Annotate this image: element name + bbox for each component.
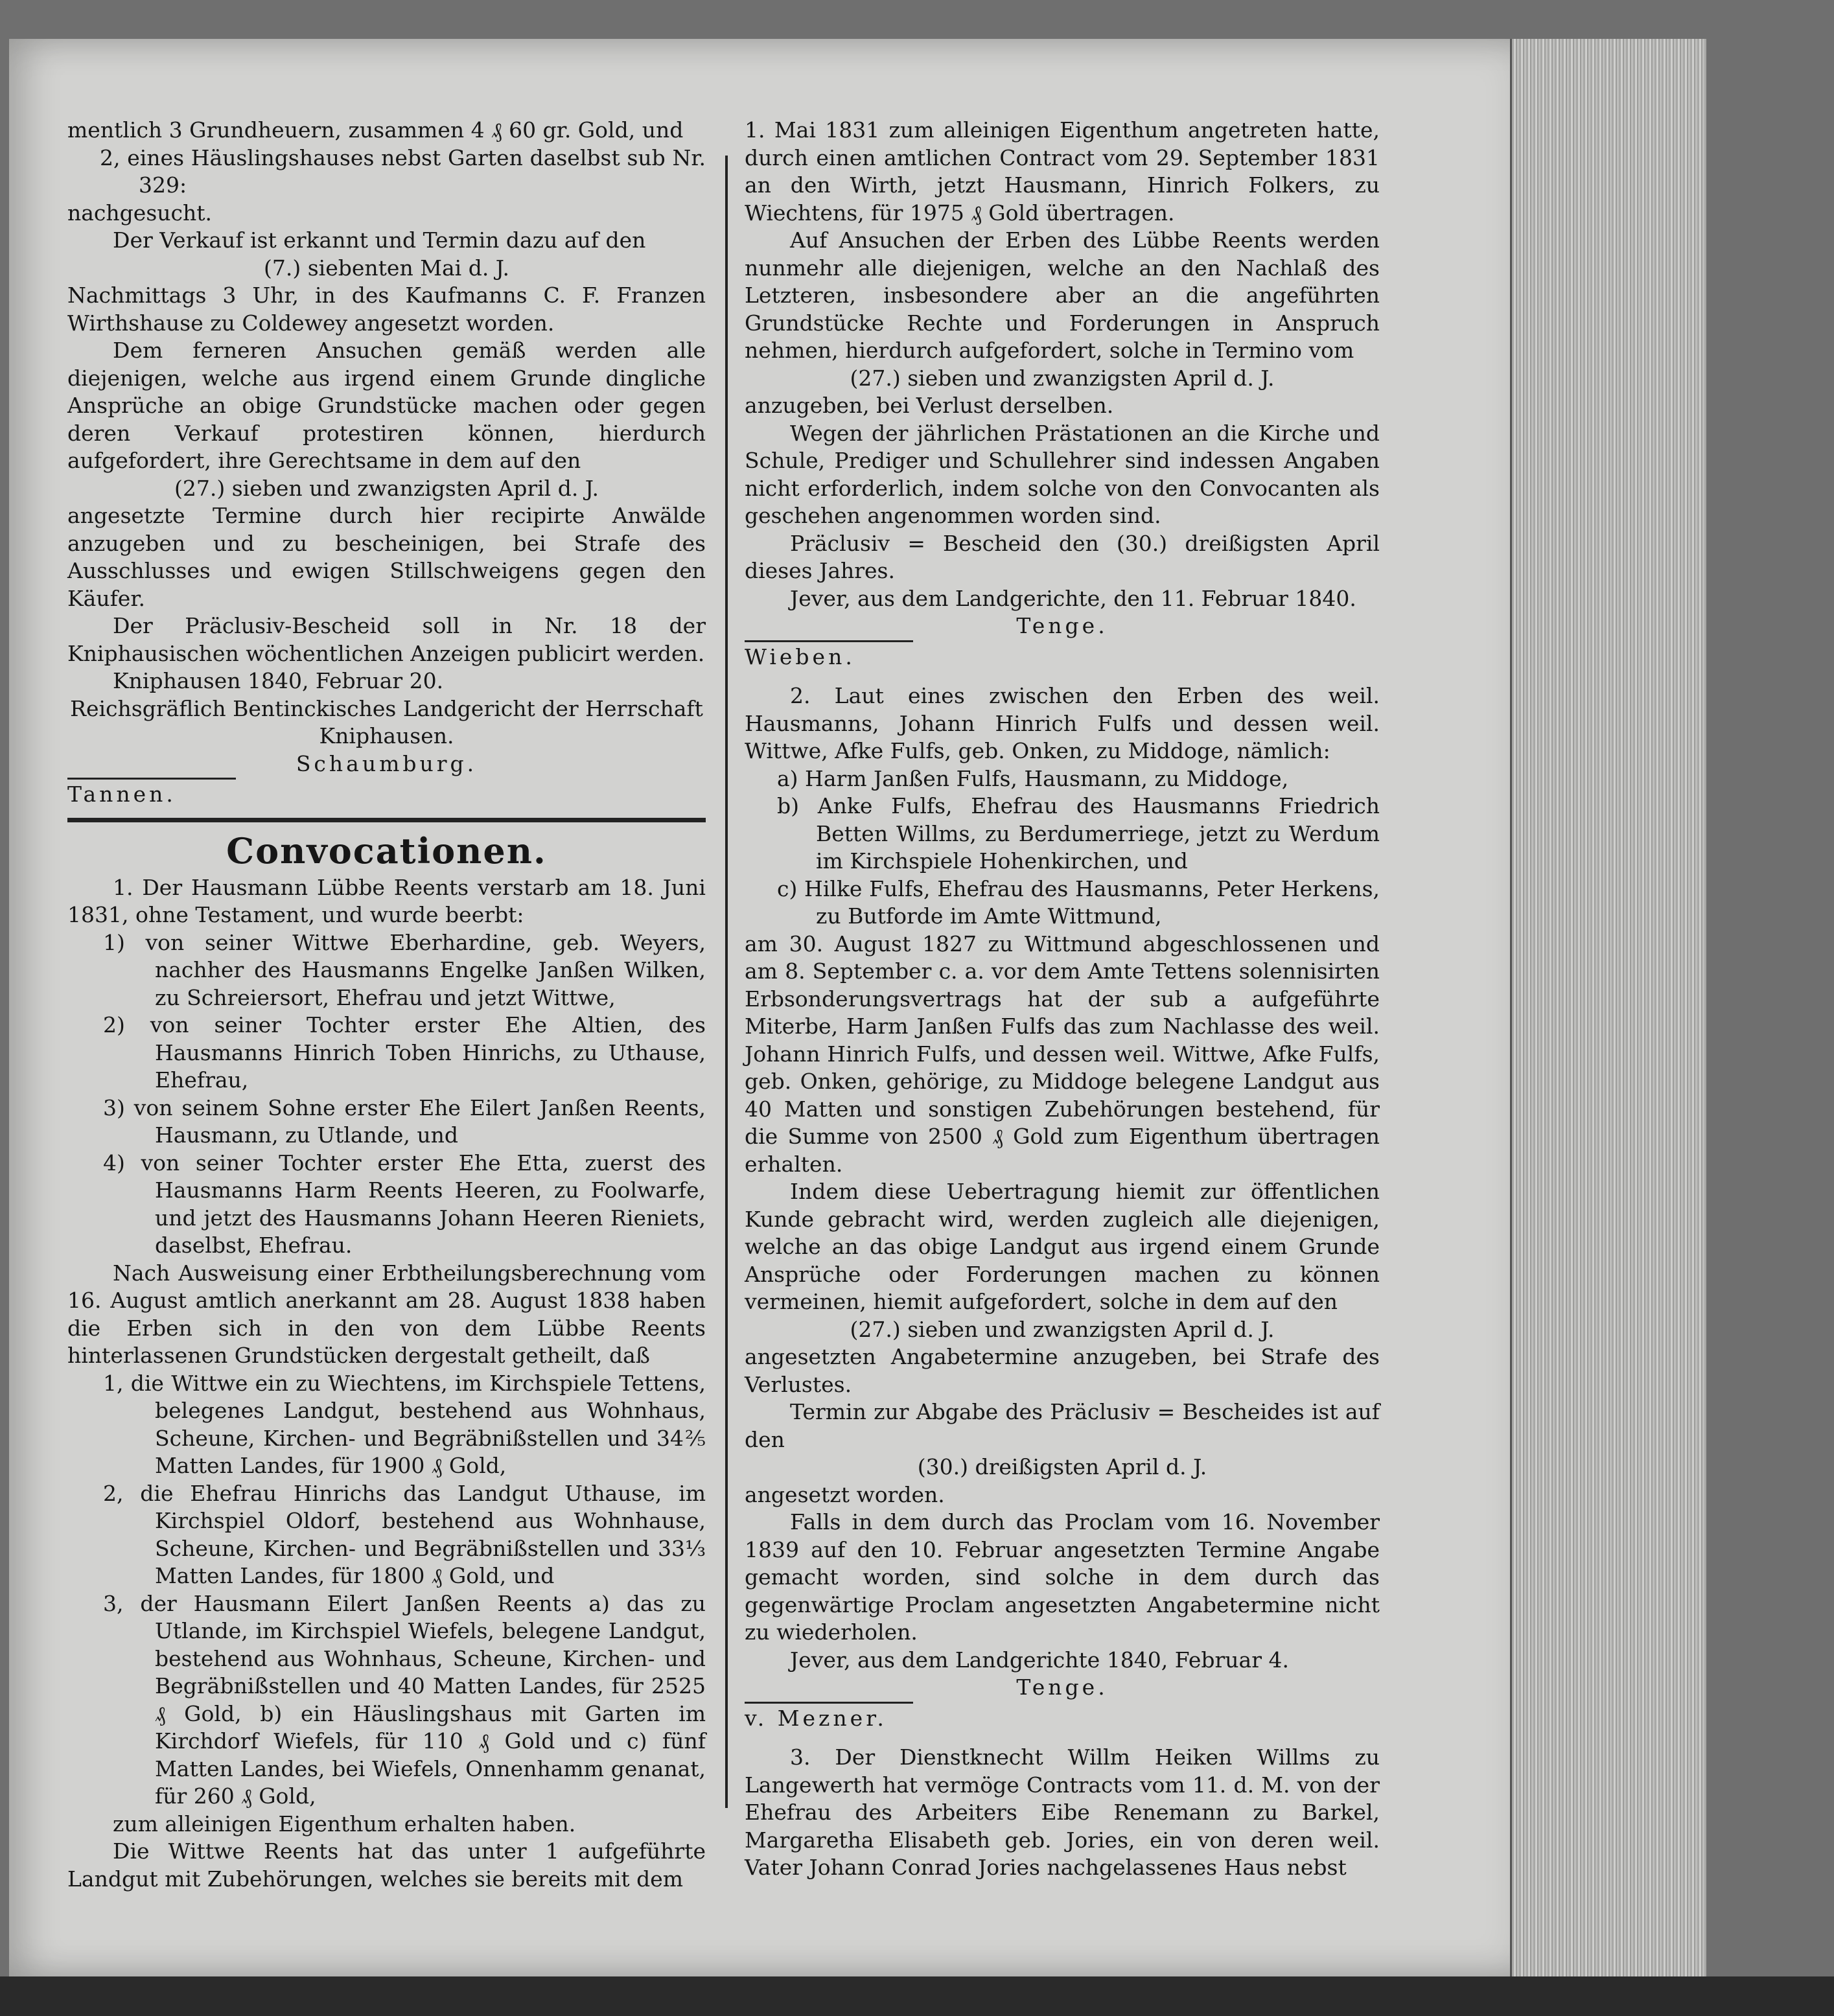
spacer xyxy=(745,1732,1380,1744)
list-item: a) Harm Janßen Fulfs, Hausmann, zu Middoge, xyxy=(777,765,1289,791)
paragraph: nachgesucht. xyxy=(67,200,212,226)
list-item: 3, der Hausmann Eilert Janßen Reents a) das zu Utlande, im Kirchspiel Wiefels, belegene Landgut, bestehend aus Wohnhaus, Scheune, Kirchen- und Begräbnißstellen und 40 Matten Landes, für 2525 ₰ Gold, b) ein Häuslingshaus mit Garten im Kirchdorf Wiefels, für 110 ₰ Gold und c) fünf Matten Landes, bei Wiefels, Onnenhamm genanat, für 260 ₰ Gold, xyxy=(103,1590,706,1809)
paragraph: Nachmittags 3 Uhr, in des Kaufmanns C. F. Franzen Wirthshause zu Coldewey angesetzt worden. xyxy=(67,283,706,336)
place-date: Jever, aus dem Landgerichte, den 11. Februar 1840. xyxy=(790,585,1356,611)
list-item: b) Anke Fulfs, Ehefrau des Hausmanns Friedrich Betten Willms, zu Berdumerriege, jetzt zu Werdum im Kirchspiele Hohenkirchen, und xyxy=(777,793,1380,874)
paragraph: mentlich 3 Grundheuern, zusammen 4 ₰ 60 gr. Gold, und xyxy=(67,117,684,143)
paragraph: Die Wittwe Reents hat das unter 1 aufgeführte Landgut mit Zubehörungen, welches sie bereits mit dem xyxy=(67,1838,706,1892)
signature: v. Mezner. xyxy=(745,1702,913,1733)
paragraph: am 30. August 1827 zu Wittmund abgeschlossenen und am 8. September c. a. vor dem Amte Tettens solennisirten Erbsonderungsvertrags hat der sub a aufgeführte Miterbe, Harm Janßen Fulfs das zum Nachlasse des weil. Johann Hinrich Fulfs, und dessen weil. Wittwe, Afke Fulfs, geb. Onken, gehörige, zu Middoge belegene Landgut aus 40 Matten und sonstigen Zubehörungen bestehend, für die Summe von 2500 ₰ Gold zum Eigenthum übertragen erhalten. xyxy=(745,931,1380,1177)
list-item: 1, die Wittwe ein zu Wiechtens, im Kirchspiele Tettens, belegenes Landgut, bestehend aus Wohnhaus, Scheune, Kirchen- und Begräbnißstellen und 34⅖ Matten Landes, für 1900 ₰ Gold, xyxy=(103,1370,706,1478)
paragraph: zum alleinigen Eigenthum erhalten haben. xyxy=(113,1811,576,1836)
signature: Wieben. xyxy=(745,640,913,671)
signature: Schaumburg. xyxy=(296,750,478,776)
paragraph: Der Verkauf ist erkannt und Termin dazu auf den xyxy=(113,227,646,253)
paragraph: angesetzt worden. xyxy=(745,1481,945,1507)
paragraph: 1. Mai 1831 zum alleinigen Eigenthum angetreten hatte, durch einen amtlichen Contract vom 29. September 1831 an den Wirth, jetzt Hausmann, Hinrich Folkers, zu Wiechtens, für 1975 ₰ Gold übertragen. xyxy=(745,117,1380,226)
paragraph: Indem diese Uebertragung hiemit zur öffentlichen Kunde gebracht wird, werden zugleich alle diejenigen, welche an das obige Landgut aus irgend einem Grunde Ansprüche oder Forderungen machen zu können vermeinen, hiemit aufgefordert, solche in dem auf den xyxy=(745,1179,1380,1314)
list-item: 3) von seinem Sohne erster Ehe Eilert Janßen Reents, Hausmann, zu Utlande, und xyxy=(103,1095,706,1148)
paragraph: Präclusiv = Bescheid den (30.) dreißigsten April dieses Jahres. xyxy=(745,530,1380,583)
list-item: 2, die Ehefrau Hinrichs das Landgut Uthause, im Kirchspiel Oldorf, bestehend aus Wohnhause, Scheune, Kirchen- und Begräbnißstellen und 33⅓ Matten Landes, für 1800 ₰ Gold, und xyxy=(103,1480,706,1588)
place-date: Kniphausen 1840, Februar 20. xyxy=(113,668,444,693)
paragraph: Nach Ausweisung einer Erbtheilungsberechnung vom 16. August amtlich anerkannt am 28. August 1838 haben die Erben sich in den von dem Lübbe Reents hinterlassenen Grundstücken dergestalt getheilt, daß xyxy=(67,1260,706,1368)
section-rule xyxy=(67,818,706,822)
paragraph: Falls in dem durch das Proclam vom 16. November 1839 auf den 10. Februar angesetzten Termine Angabe gemacht worden, sind solche in dem durch das gegenwärtige Proclam angesetzten Angabetermine nicht zu wiederholen. xyxy=(745,1509,1380,1645)
date-line: (27.) sieben und zwanzigsten April d. J. xyxy=(850,365,1275,391)
paragraph: angesetzte Termine durch hier recipirte Anwälde anzugeben und zu bescheinigen, bei Strafe des Ausschlusses und ewigen Stillschweigens gegen den Käufer. xyxy=(67,503,706,611)
scan-background xyxy=(0,1976,1834,2016)
date-line: (7.) siebenten Mai d. J. xyxy=(264,255,509,281)
signature: Tannen. xyxy=(67,778,236,809)
date-line: (27.) sieben und zwanzigsten April d. J. xyxy=(850,1316,1275,1342)
right-column xyxy=(745,117,1380,1882)
paragraph: Termin zur Abgabe des Präclusiv = Bescheides ist auf den xyxy=(745,1399,1380,1452)
paragraph: Auf Ansuchen der Erben des Lübbe Reents werden nunmehr alle diejenigen, welche an den Nachlaß des Letzteren, insbesondere aber an die angeführten Grundstücke Rechte und Forderungen in Anspruch nehmen, hierdurch aufgefordert, solche in Termino vom xyxy=(745,227,1380,363)
paragraph: 1. Der Hausmann Lübbe Reents verstarb am 18. Juni 1831, ohne Testament, und wurde beerbt: xyxy=(67,874,706,927)
list-item: 2) von seiner Tochter erster Ehe Altien, des Hausmanns Hinrich Toben Hinrichs, zu Uthause, Ehefrau, xyxy=(103,1012,706,1093)
signature: Tenge. xyxy=(1016,1674,1108,1700)
paragraph: Der Präclusiv-Bescheid soll in Nr. 18 der Kniphausischen wöchentlichen Anzeigen publicirt werden. xyxy=(67,613,706,666)
date-line: (27.) sieben und zwanzigsten April d. J. xyxy=(174,475,599,501)
paragraph: 2. Laut eines zwischen den Erben des weil. Hausmanns, Johann Hinrich Fulfs und dessen weil. Wittwe, Afke Fulfs, geb. Onken, zu Middoge, nämlich: xyxy=(745,683,1380,763)
column-divider xyxy=(725,156,728,1808)
section-heading: Convocationen. xyxy=(226,829,547,872)
list-item: 1) von seiner Wittwe Eberhardine, geb. Weyers, nachher des Hausmanns Engelke Janßen Wilken, zu Schreiersort, Ehefrau und jetzt Wittwe, xyxy=(103,929,706,1010)
list-item: 4) von seiner Tochter erster Ehe Etta, zuerst des Hausmanns Harm Reents Heeren, zu Foolwarfe, und jetzt des Hausmanns Johann Heeren Rieniets, daselbst, Ehefrau. xyxy=(103,1150,706,1258)
date-line: (30.) dreißigsten April d. J. xyxy=(917,1454,1207,1479)
paragraph: 3. Der Dienstknecht Willm Heiken Willms zu Langewerth hat vermöge Contracts vom 11. d. M. von der Ehefrau des Arbeiters Eibe Renemann zu Barkel, Margaretha Elisabeth geb. Jories, ein von deren weil. Vater Johann Conrad Jories nachgelassenes Haus nebst xyxy=(745,1744,1380,1880)
paragraph: anzugeben, bei Verlust derselben. xyxy=(745,393,1114,418)
left-column xyxy=(67,117,706,1893)
list-item: 2, eines Häuslingshauses nebst Garten daselbst sub Nr. 329: xyxy=(100,145,706,198)
paragraph: Wegen der jährlichen Prästationen an die Kirche und Schule, Prediger und Schullehrer sind indessen Angaben nicht erforderlich, indem solche von den Convocanten als geschehen angenommen worden sind. xyxy=(745,420,1380,528)
book-page-edges xyxy=(1510,39,1706,1989)
signature: Tenge. xyxy=(1016,613,1108,638)
spacer xyxy=(745,671,1380,682)
place-date: Jever, aus dem Landgerichte 1840, Februar 4. xyxy=(790,1647,1289,1673)
paragraph: angesetzten Angabetermine anzugeben, bei Strafe des Verlustes. xyxy=(745,1344,1380,1397)
paragraph: Dem ferneren Ansuchen gemäß werden alle diejenigen, welche aus irgend einem Grunde dingliche Ansprüche an obige Grundstücke machen oder gegen deren Verkauf protestiren können, hierdurch aufgefordert, ihre Gerechtsame in dem auf den xyxy=(67,338,706,473)
newspaper-page xyxy=(9,39,1542,1976)
court-name: Reichsgräflich Bentinckisches Landgericht der Herrschaft Kniphausen. xyxy=(70,695,703,748)
list-item: c) Hilke Fulfs, Ehefrau des Hausmanns, Peter Herkens, zu Butforde im Amte Wittmund, xyxy=(777,875,1380,929)
